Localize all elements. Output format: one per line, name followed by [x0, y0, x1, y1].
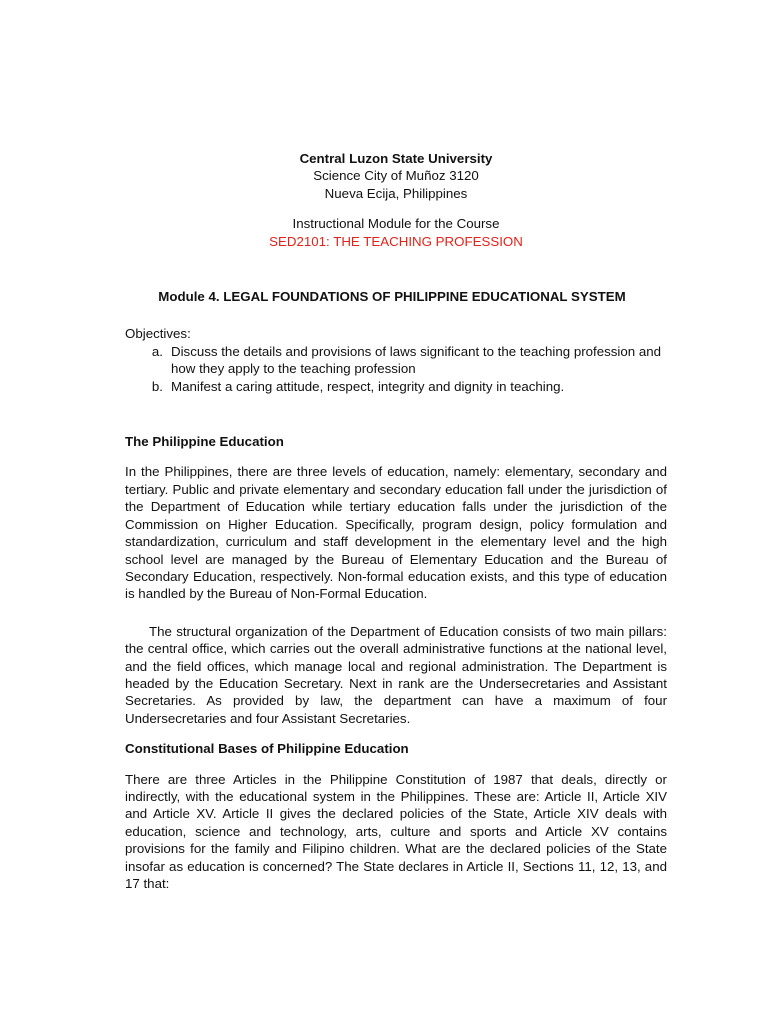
section-heading: Constitutional Bases of Philippine Education: [125, 741, 409, 757]
objective-marker: a.: [151, 343, 163, 359]
section-paragraph: There are three Articles in the Philippine Constitution of 1987 that deals, directly or indirectly, with the educational system in the Philippines. These are: Article II, Article XIV and Article XV. Article II gives the declared policies of the State, Article XIV deals with education, science and technology, arts, culture and sports and Article XV contains provisions for the family and Filipino children. What are the declared policies of the State insofar as education is concerned? The State declares in Article II, Sections 11, 12, 13, and 17 that:: [125, 771, 667, 891]
objectives-label: Objectives:: [125, 326, 191, 342]
university-address-line1: Science City of Muñoz 3120: [313, 168, 479, 184]
module-for-label: Instructional Module for the Course: [292, 216, 500, 232]
objective-item: [125, 343, 667, 378]
objective-marker: b.: [151, 378, 163, 394]
objective-text: Discuss the details and provisions of laws significant to the teaching profession and how they apply to the teaching profession: [171, 343, 662, 377]
university-address-line2: Nueva Ecija, Philippines: [324, 185, 468, 201]
university-name: Central Luzon State University: [299, 151, 493, 166]
objectives-list: [125, 343, 667, 395]
module-title: Module 4. LEGAL FOUNDATIONS OF PHILIPPINE EDUCATIONAL SYSTEM: [158, 289, 626, 305]
document-page: [125, 150, 667, 892]
course-title: SED2101: THE TEACHING PROFESSION: [269, 233, 523, 249]
objective-item: [125, 378, 667, 395]
document-header: [125, 150, 667, 250]
section-heading: The Philippine Education: [125, 434, 284, 450]
objective-text: Manifest a caring attitude, respect, integrity and dignity in teaching.: [171, 378, 565, 394]
section-paragraph: In the Philippines, there are three levels of education, namely: elementary, secondary and tertiary. Public and private elementary and secondary education fall under the jurisdiction of the Department of Education while tertiary education falls under the jurisdiction of the Commission on Higher Education. Specifically, program design, policy formulation and standardization, curriculum and staff development in the elementary level and the high school level are managed by the Bureau of Elementary Education and the Bureau of Secondary Education, respectively. Non-formal education exists, and this type of education is handled by the Bureau of Non-Formal Education.: [125, 464, 667, 602]
section-paragraph: The structural organization of the Department of Education consists of two main pillars: the central office, which carries out the overall administrative functions at the national level, and the field offices, which manage local and regional administration. The Department is headed by the Education Secretary. Next in rank are the Undersecretaries and Assistant Secretaries. As provided by law, the department can have a maximum of four Undersecretaries and four Assistant Secretaries.: [125, 623, 667, 726]
